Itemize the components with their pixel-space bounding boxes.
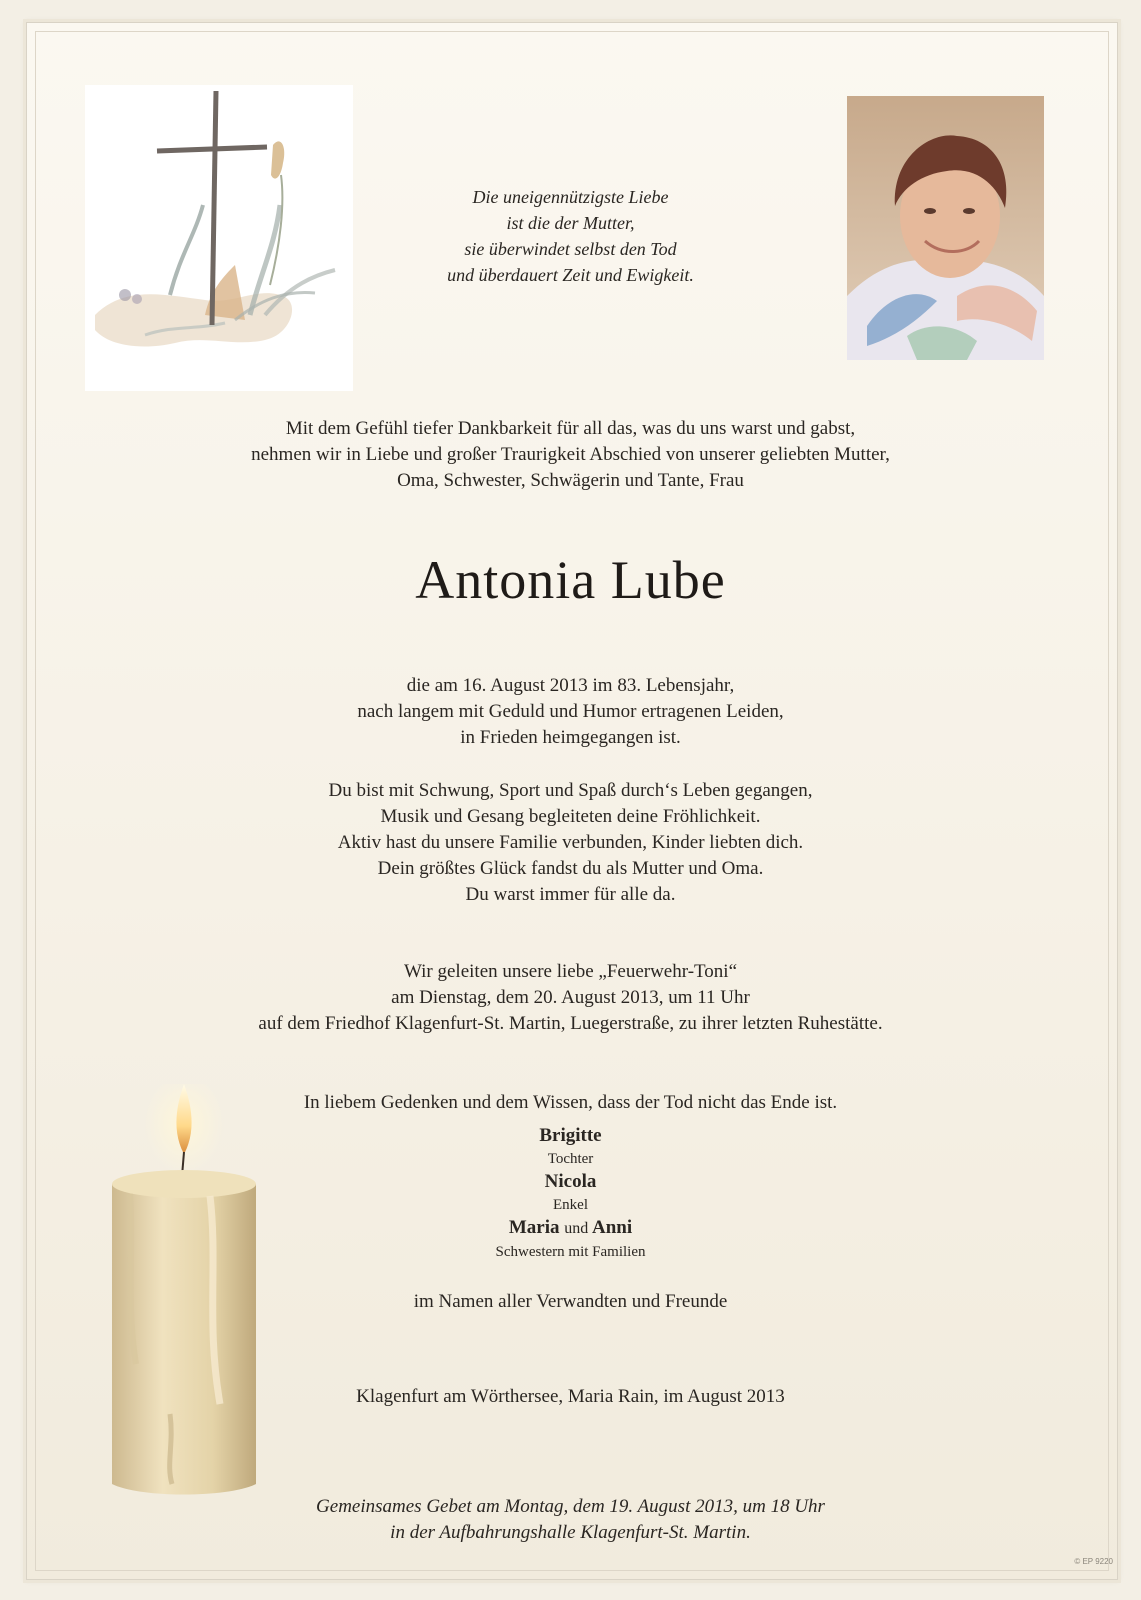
funeral-details (0, 959, 1141, 1037)
mourner-role: Schwestern mit Familien (495, 1244, 646, 1260)
tribute-line: Aktiv hast du unsere Familie verbunden, Kinder liebten dich. (337, 832, 804, 853)
mourner-name: Nicola (544, 1171, 597, 1192)
mourner-name: Brigitte (539, 1125, 602, 1146)
relatives-line: im Namen aller Verwandten und Freunde (413, 1291, 728, 1312)
deceased-name: Antonia Lube (415, 550, 726, 610)
prayer-line: Gemeinsames Gebet am Montag, dem 19. August 2013, um 18 Uhr (316, 1496, 825, 1517)
intro-line: nehmen wir in Liebe und großer Traurigkeit Abschied von unserer geliebten Mutter, (251, 444, 890, 465)
tribute-line: Du warst immer für alle da. (465, 884, 676, 905)
remembrance-line: In liebem Gedenken und dem Wissen, dass der Tod nicht das Ende ist. (303, 1092, 838, 1113)
place-date: Klagenfurt am Wörthersee, Maria Rain, im August 2013 (356, 1386, 785, 1407)
death-line: nach langem mit Geduld und Humor ertragenen Leiden, (357, 701, 784, 722)
intro-line: Oma, Schwester, Schwägerin und Tante, Frau (397, 470, 744, 491)
motto-line: Die uneigennützigste Liebe (472, 187, 669, 207)
motto-line: ist die der Mutter, (506, 213, 635, 233)
funeral-line: auf dem Friedhof Klagenfurt-St. Martin, Luegerstraße, zu ihrer letzten Ruhestätte. (258, 1013, 883, 1034)
tribute-line: Dein größtes Glück fandst du als Mutter und Oma. (377, 858, 764, 879)
mourner-role: Tochter (547, 1151, 594, 1167)
funeral-line: am Dienstag, dem 20. August 2013, um 11 Uhr (391, 987, 750, 1008)
mourner-role: Enkel (553, 1197, 588, 1213)
motto-line: und überdauert Zeit und Ewigkeit. (447, 265, 694, 285)
tribute-line: Du bist mit Schwung, Sport und Spaß durch‘s Leben gegangen, (328, 780, 813, 801)
death-line: die am 16. August 2013 im 83. Lebensjahr, (406, 675, 735, 696)
death-line: in Frieden heimgegangen ist. (460, 727, 681, 748)
mourner-joiner: und (564, 1220, 589, 1237)
tribute-line: Musik und Gesang begleiteten deine Fröhlichkeit. (380, 806, 761, 827)
tribute-text (0, 778, 1141, 908)
mourner-name: Maria (508, 1217, 560, 1238)
intro-line: Mit dem Gefühl tiefer Dankbarkeit für all das, was du uns warst und gabst, (285, 418, 856, 439)
death-notice (0, 673, 1141, 751)
template-code: © EP 9220 (1074, 1557, 1113, 1566)
portrait-photo (847, 96, 1044, 360)
prayer-notice (0, 1494, 1141, 1546)
intro-text (0, 416, 1141, 494)
candle-image (100, 1084, 268, 1504)
funeral-line: Wir geleiten unsere liebe „Feuerwehr-Toni“ (403, 961, 738, 982)
prayer-line: in der Aufbahrungshalle Klagenfurt-St. Martin. (390, 1522, 751, 1543)
mourner-name: Anni (591, 1217, 633, 1238)
motto-line: sie überwindet selbst den Tod (464, 239, 677, 259)
